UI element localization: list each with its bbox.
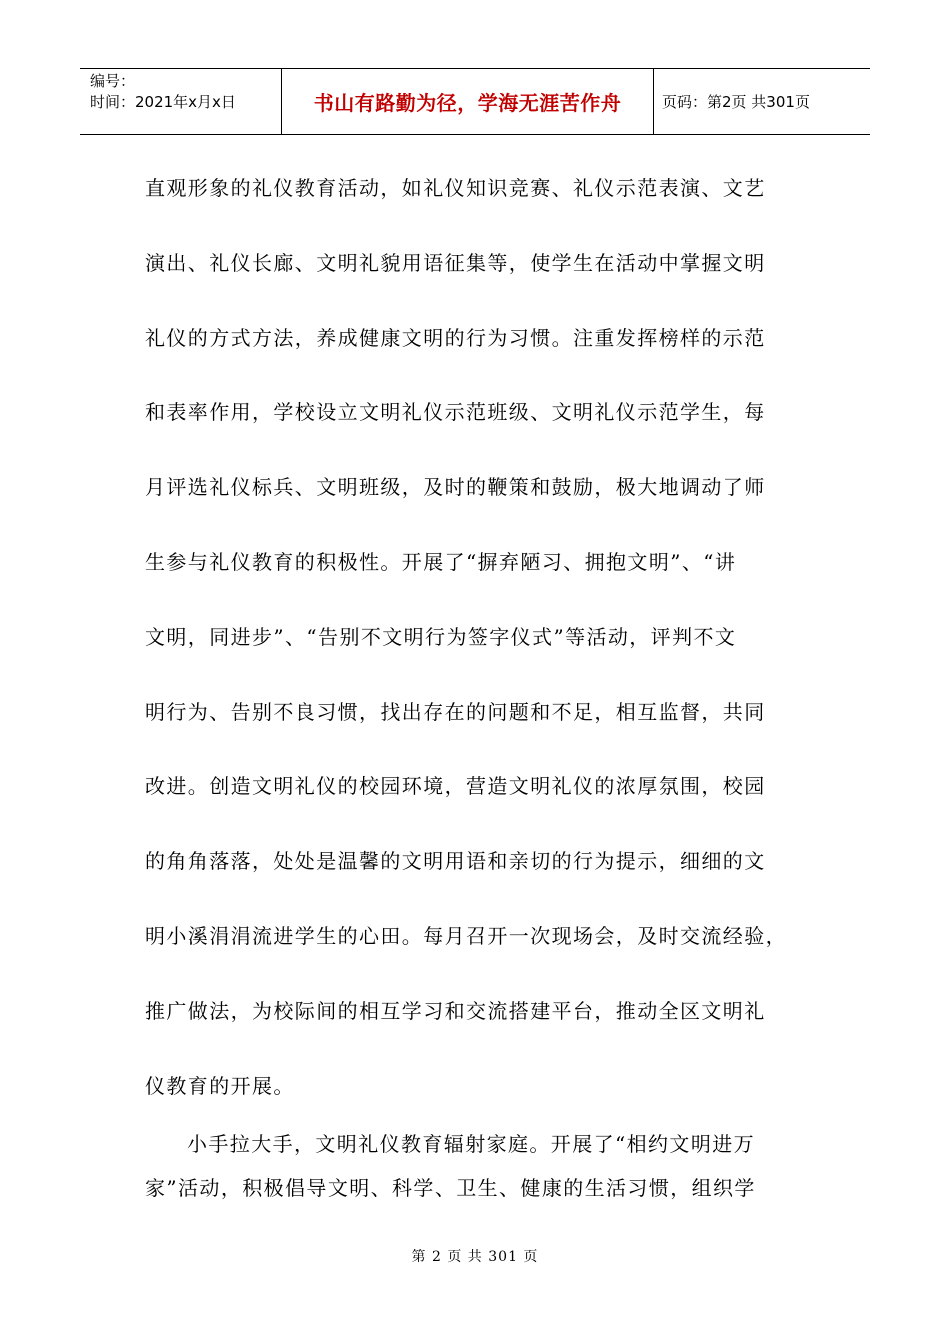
text-line: 文明，同进步”、“告别不文明行为签字仪式”等活动，评判不文 [145, 624, 737, 649]
header-motto: 书山有路勤为径，学海无涯苦作舟 [282, 69, 654, 134]
number-label: 编号： [90, 72, 136, 90]
page-footer: 第 2 页 共 301 页 [411, 1249, 539, 1265]
page-header [80, 68, 870, 135]
body-paragraph-1 [145, 170, 810, 1142]
header-page-info: 页码：第2页 共301页 [662, 93, 810, 111]
text-line: 家”活动，积极倡导文明、科学、卫生、健康的生活习惯，组织学 [145, 1176, 756, 1200]
text-line: 改进。创造文明礼仪的校园环境，营造文明礼仪的浓厚氛围，校园 [145, 774, 766, 799]
text-line: 仪教育的开展。 [145, 1073, 295, 1098]
text-line: 明小溪涓涓流进学生的心田。每月召开一次现场会，及时交流经验， [145, 923, 787, 948]
body-paragraph-2 [145, 1126, 810, 1214]
header-meta [80, 69, 282, 134]
text-line: 的角角落落，处处是温馨的文明用语和亲切的行为提示，细细的文 [145, 849, 766, 874]
time-label: 时间：2021年x月x日 [90, 93, 236, 111]
text-line: 月评选礼仪标兵、文明班级，及时的鞭策和鼓励，极大地调动了师 [145, 475, 766, 500]
text-line: 生参与礼仪教育的积极性。开展了“摒弃陋习、拥抱文明”、“讲 [145, 549, 737, 574]
text-line: 和表率作用，学校设立文明礼仪示范班级、文明礼仪示范学生，每 [145, 400, 766, 425]
text-line: 礼仪的方式方法，养成健康文明的行为习惯。注重发挥榜样的示范 [145, 325, 766, 350]
text-line: 演出、礼仪长廊、文明礼貌用语征集等，使学生在活动中掌握文明 [145, 250, 766, 275]
text-line: 明行为、告别不良习惯，找出存在的问题和不足，相互监督，共同 [145, 699, 766, 724]
text-line: 小手拉大手，文明礼仪教育辐射家庭。开展了“相约文明进万 [187, 1132, 756, 1156]
text-line: 推广做法，为校际间的相互学习和交流搭建平台，推动全区文明礼 [145, 998, 766, 1023]
text-line: 直观形象的礼仪教育活动，如礼仪知识竞赛、礼仪示范表演、文艺 [145, 176, 766, 200]
